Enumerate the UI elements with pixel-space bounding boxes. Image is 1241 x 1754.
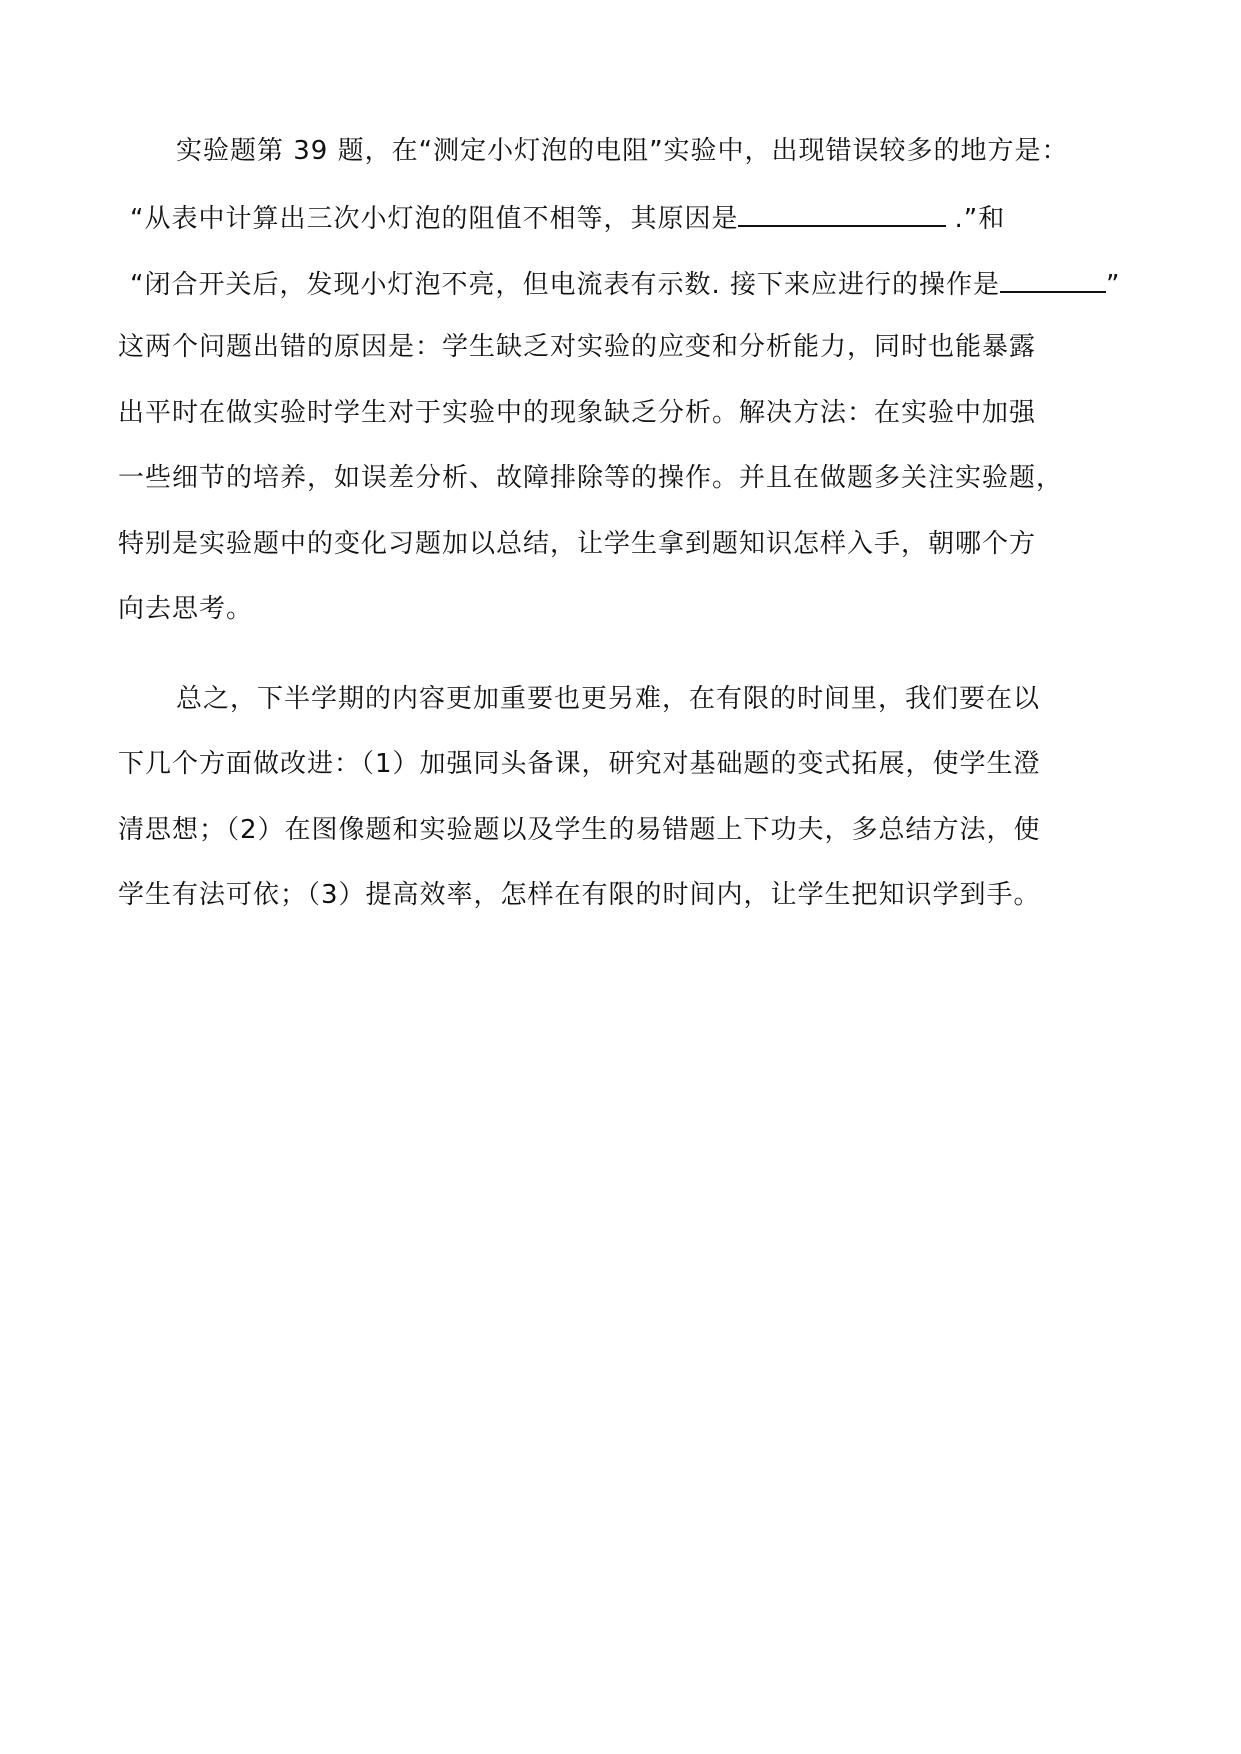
paragraph1-line4: 这两个问题出错的原因是：学生缺乏对实验的应变和分析能力，同时也能暴露 [118,332,1037,362]
answer-blank-1 [738,199,946,227]
paragraph1-line2-tail: .”和 [954,204,1006,234]
paragraph1-line3-tail: ” [1106,270,1121,300]
paragraph1-line5: 出平时在做实验时学生对于实验中的现象缺乏分析。解决方法：在实验中加强 [118,398,1037,428]
paragraph2-line3: 清思想；（2）在图像题和实验题以及学生的易错题上下功夫，多总结方法，使 [118,815,1041,845]
paragraph1-line1: 实验题第 39 题，在“测定小灯泡的电阻”实验中，出现错误较多的地方是： [176,136,1069,166]
paragraph2-line2: 下几个方面做改进：（1）加强同头备课，研究对基础题的变式拓展，使学生澄 [118,749,1041,779]
paragraph2-line1: 总之，下半学期的内容更加重要也更另难，在有限的时间里，我们要在以 [176,684,1041,714]
paragraph1-line2-text: “从表中计算出三次小灯泡的阻值不相等，其原因是 [130,204,739,234]
paragraph1-line6: 一些细节的培养，如误差分析、故障排除等的操作。并且在做题多关注实验题， [118,463,1064,493]
paragraph2-line4: 学生有法可依；（3）提高效率，怎样在有限的时间内，让学生把知识学到手。 [118,880,1041,910]
answer-blank-2 [1000,265,1106,293]
paragraph1-line3 [130,265,1120,302]
paragraph1-line2 [130,199,1005,236]
paragraph1-line3-text: “闭合开关后，发现小灯泡不亮，但电流表有示数. 接下来应进行的操作是 [130,270,1000,300]
paragraph1-line8: 向去思考。 [118,594,254,624]
paragraph1-line7: 特别是实验题中的变化习题加以总结，让学生拿到题知识怎样入手，朝哪个方 [118,529,1037,559]
